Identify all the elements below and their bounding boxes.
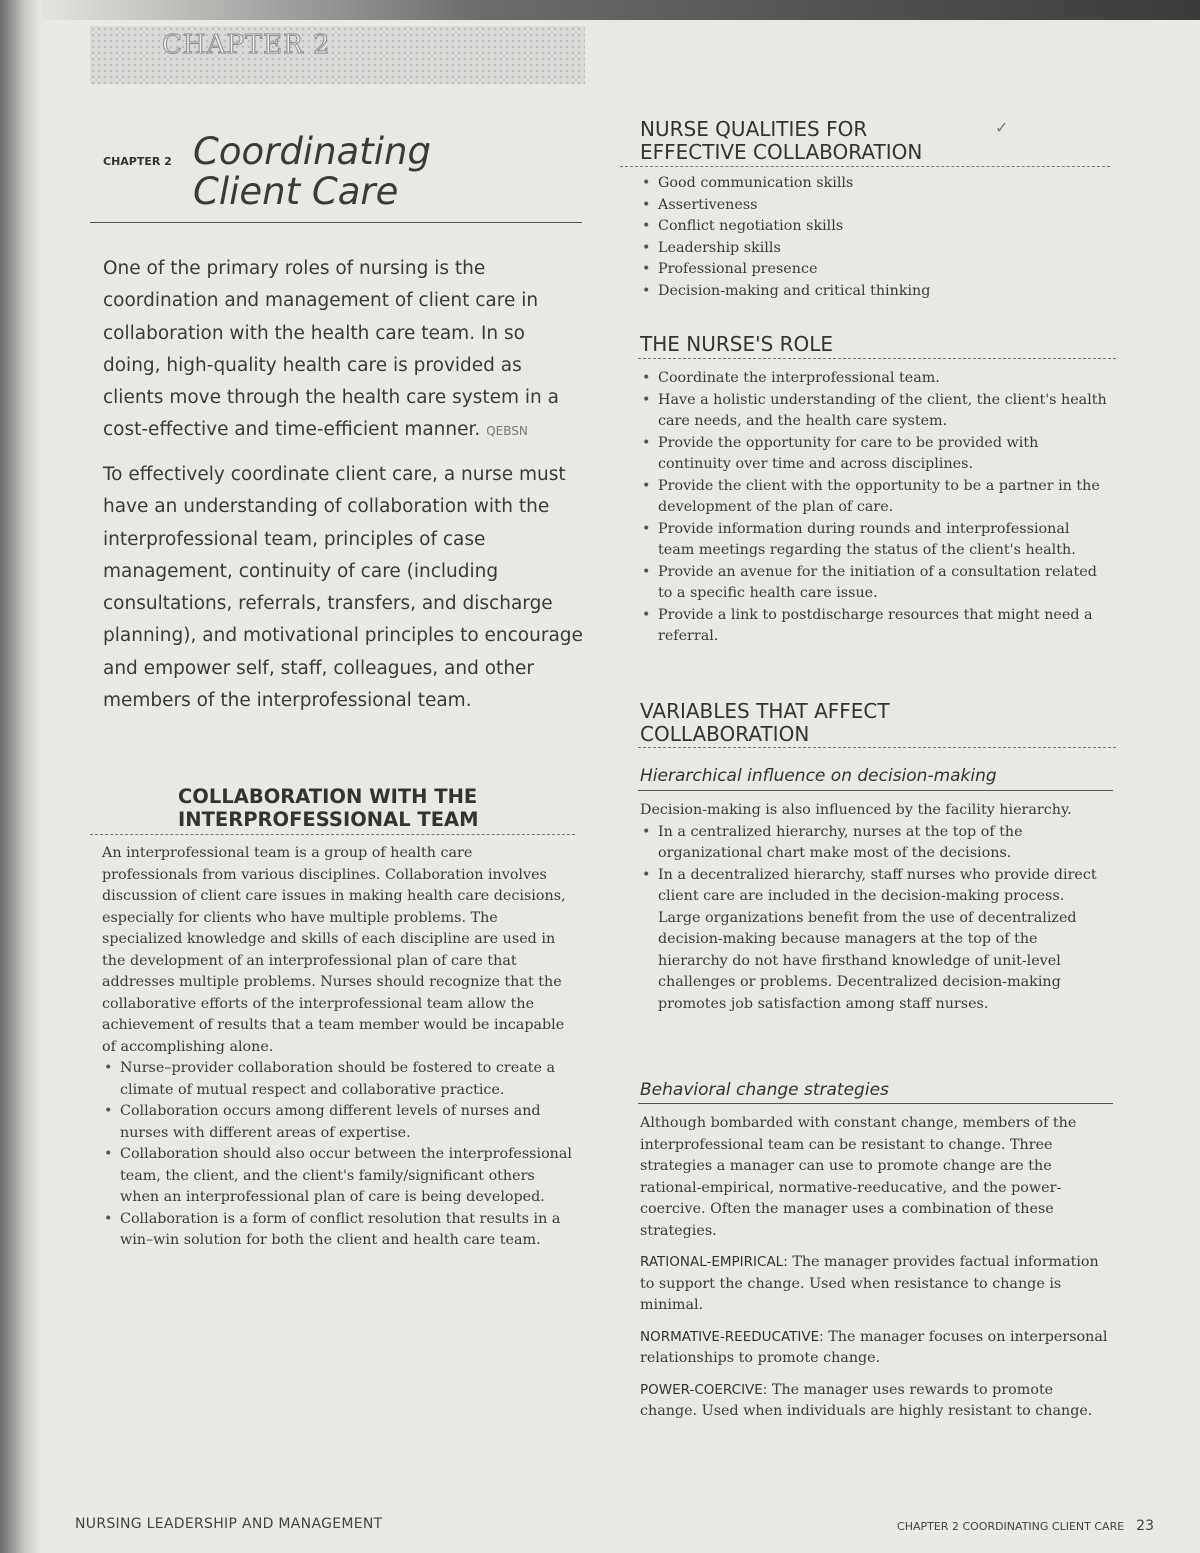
chapter-title xyxy=(193,132,431,212)
role-bullets xyxy=(640,368,1110,648)
list-item: • In a centralized hierarchy, nurses at the top of the organizational chart make most of the decisions. xyxy=(640,822,1110,865)
list-item: • Provide the opportunity for care to be provided with continuity over time and across disciplines. xyxy=(640,433,1110,476)
qualities-heading: NURSE QUALITIES FOR EFFECTIVE COLLABORATION xyxy=(640,117,923,164)
chapter-label: CHAPTER 2 xyxy=(103,155,172,168)
behavioral-subheading-rule xyxy=(638,1103,1113,1104)
list-item: • In a decentralized hierarchy, staff nurses who provide direct client care are included in the decision-making process. Large organizations benefit from the use of decentralized decision-making because managers at the top of the hierarchy do not have firsthand knowledge of unit-level challenges or problems. Decentralized decision-making promotes job satisfaction among staff nurses. xyxy=(640,865,1110,1016)
role-heading-rule xyxy=(638,358,1116,359)
role-heading: THE NURSE'S ROLE xyxy=(640,332,834,356)
collaboration-heading-rule xyxy=(90,834,575,835)
collaboration-bullets xyxy=(102,1058,572,1252)
list-item: • Nurse–provider collaboration should be fostered to create a climate of mutual respect and collaborative practice. xyxy=(102,1058,572,1101)
list-item: • Provide a link to postdischarge resources that might need a referral. xyxy=(640,605,1110,648)
list-item: • Conflict negotiation skills xyxy=(640,216,1110,238)
list-item: • Collaboration is a form of conflict resolution that results in a win–win solution for both the client and health care team. xyxy=(102,1209,572,1252)
list-item: • Collaboration should also occur between the interprofessional team, the client, and the client's family/significant others when an interprofessional plan of care is being developed. xyxy=(102,1144,572,1209)
hierarchical-bullets xyxy=(640,822,1110,1016)
list-item: • Provide an avenue for the initiation of a consultation related to a specific health care issue. xyxy=(640,562,1110,605)
list-item: • Professional presence xyxy=(640,259,1110,281)
list-item: • Leadership skills xyxy=(640,238,1110,260)
list-item: • Provide information during rounds and interprofessional team meetings regarding the status of the client's health. xyxy=(640,519,1110,562)
footer-running-head: CHAPTER 2 COORDINATING CLIENT CARE 23 xyxy=(897,1518,1154,1534)
qualities-bullets xyxy=(640,173,1110,302)
collaboration-section xyxy=(102,843,572,1252)
title-rule xyxy=(90,222,582,223)
chapter-title-line-1: Coordinating xyxy=(193,130,431,173)
page-number: 23 xyxy=(1136,1518,1154,1534)
pen-mark: ✓ xyxy=(995,118,1009,137)
strategy-power-coercive: POWER-COERCIVE: The manager uses rewards to promote change. Used when individuals are highly resistant to change. xyxy=(640,1381,1093,1419)
variables-heading-rule xyxy=(638,747,1116,748)
scan-shadow-left xyxy=(0,0,42,1553)
collaboration-heading: COLLABORATION WITH THE INTERPROFESSIONAL TEAM xyxy=(178,785,479,831)
hierarchical-intro: Decision-making is also influenced by the facility hierarchy. xyxy=(640,802,1072,818)
footer-book-title: NURSING LEADERSHIP AND MANAGEMENT xyxy=(75,1516,383,1532)
hierarchical-subheading-rule xyxy=(638,790,1113,791)
strategy-rational-empirical: RATIONAL-EMPIRICAL: The manager provides factual information to support the change. Used when resistance to change is minimal. xyxy=(640,1254,1099,1313)
variables-heading: VARIABLES THAT AFFECT COLLABORATION xyxy=(640,699,890,746)
hierarchical-subheading: Hierarchical influence on decision-making xyxy=(640,766,997,786)
list-item: • Collaboration occurs among different levels of nurses and nurses with different areas of expertise. xyxy=(102,1101,572,1144)
collaboration-paragraph: An interprofessional team is a group of health care professionals from various disciplines. Collaboration involves discussion of client care issues in making health care decisions, especially for clients who have multiple problems. The specialized knowledge and skills of each discipline are used in the development of an interprofessional plan of care that addresses multiple problems. Nurses should recognize that the collaborative efforts of the interprofessional team allow the achievement of results that a team member would be incapable of accomplishing alone. xyxy=(102,845,566,1055)
behavioral-section xyxy=(640,1113,1110,1423)
chapter-banner-text: CHAPTER 2 xyxy=(162,30,331,60)
hierarchical-section xyxy=(640,800,1110,1015)
list-item: • Assertiveness xyxy=(640,195,1110,217)
scan-shadow-top xyxy=(0,0,1200,20)
list-item: • Have a holistic understanding of the client, the client's health care needs, and the health care system. xyxy=(640,390,1110,433)
intro-paragraph-2: To effectively coordinate client care, a nurse must have an understanding of collaboration with the interprofessional team, principles of case management, continuity of care (including consultations, referrals, transfers, and discharge planning), and motivational principles to encourage and empower self, staff, colleagues, and other members of the interprofessional team. xyxy=(103,464,583,712)
behavioral-subheading: Behavioral change strategies xyxy=(640,1080,889,1100)
list-item: • Coordinate the interprofessional team. xyxy=(640,368,1110,390)
behavioral-intro: Although bombarded with constant change, members of the interprofessional team can be resistant to change. Three strategies a manager can use to promote change are the rational-empirical, normative-reeducative, and the power-coercive. Often the manager uses a combination of these strategies. xyxy=(640,1115,1077,1239)
list-item: • Good communication skills xyxy=(640,173,1110,195)
qualities-heading-rule xyxy=(620,166,1110,167)
qebsn-tag: QEBSN xyxy=(486,424,528,439)
chapter-title-line-2: Client Care xyxy=(193,170,399,213)
list-item: • Decision-making and critical thinking xyxy=(640,281,1110,303)
intro-paragraph-1: One of the primary roles of nursing is the coordination and management of client care in collaboration with the health care team. In so doing, high-quality health care is provided as clients move through the health care system in a cost-effective and time-efficient manner. QEBSN xyxy=(103,258,559,441)
strategy-normative-reeducative: NORMATIVE-REEDUCATIVE: The manager focuses on interpersonal relationships to promote change. xyxy=(640,1328,1108,1366)
list-item: • Provide the client with the opportunity to be a partner in the development of the plan of care. xyxy=(640,476,1110,519)
